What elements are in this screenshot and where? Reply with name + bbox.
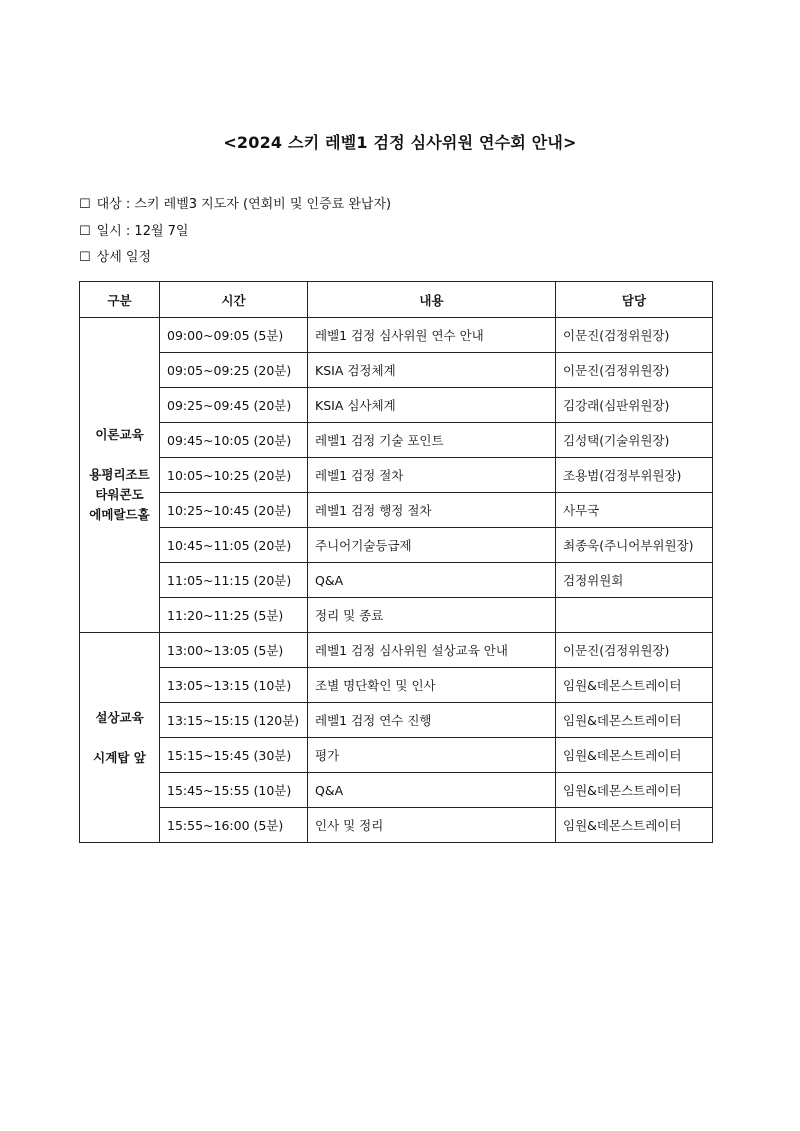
info-text: 일시 : 12월 7일: [96, 223, 189, 239]
info-target: [79, 195, 391, 222]
time-cell: 09:25~09:45 (20분): [160, 388, 308, 423]
time-cell: 15:15~15:45 (30분): [160, 738, 308, 773]
table-row: [80, 633, 713, 668]
table-row: [80, 738, 713, 773]
table-row: [80, 668, 713, 703]
header-content: 내용: [308, 282, 556, 318]
page-title: <2024 스키 레벨1 검정 심사위원 연수회 안내>: [223, 133, 577, 152]
content-cell: 레벨1 검정 행정 절차: [308, 493, 556, 528]
category-cell-snow: [80, 633, 160, 843]
time-cell: 10:05~10:25 (20분): [160, 458, 308, 493]
owner-cell: 이문진(검정위원장): [556, 318, 713, 353]
table-row: [80, 528, 713, 563]
table-row: [80, 353, 713, 388]
content-cell: KSIA 심사체계: [308, 388, 556, 423]
info-schedule: [79, 248, 391, 275]
owner-cell: [556, 598, 713, 633]
table-row: [80, 458, 713, 493]
location-line: 용평리조트: [89, 467, 150, 482]
time-cell: 11:20~11:25 (5분): [160, 598, 308, 633]
schedule-table: [79, 281, 713, 843]
info-text: 상세 일정: [96, 250, 152, 265]
time-cell: 15:45~15:55 (10분): [160, 773, 308, 808]
time-cell: 13:00~13:05 (5분): [160, 633, 308, 668]
content-cell: 레벨1 검정 심사위원 설상교육 안내: [308, 633, 556, 668]
time-cell: 09:00~09:05 (5분): [160, 318, 308, 353]
content-cell: 레벨1 검정 심사위원 연수 안내: [308, 318, 556, 353]
owner-cell: 조용범(검정부위원장): [556, 458, 713, 493]
content-cell: 레벨1 검정 절차: [308, 458, 556, 493]
checkbox-icon: ☐: [79, 223, 91, 239]
owner-cell: 임원&데몬스트레이터: [556, 703, 713, 738]
info-text: 대상 : 스키 레벨3 지도자 (연회비 및 인증료 완납자): [96, 197, 392, 212]
content-cell: Q&A: [308, 563, 556, 598]
table-row: [80, 598, 713, 633]
owner-cell: 임원&데몬스트레이터: [556, 773, 713, 808]
header-time: 시간: [160, 282, 308, 318]
time-cell: 09:05~09:25 (20분): [160, 353, 308, 388]
table-row: [80, 423, 713, 458]
checkbox-icon: ☐: [79, 250, 91, 265]
owner-cell: 검정위원회: [556, 563, 713, 598]
location-line: 타워콘도: [95, 487, 144, 502]
time-cell: 10:25~10:45 (20분): [160, 493, 308, 528]
time-cell: 11:05~11:15 (20분): [160, 563, 308, 598]
info-list: [79, 195, 391, 275]
owner-cell: 사무국: [556, 493, 713, 528]
table-row: [80, 773, 713, 808]
content-cell: 레벨1 검정 연수 진행: [308, 703, 556, 738]
location-line: 시계탑 앞: [93, 749, 146, 765]
content-cell: 레벨1 검정 기술 포인트: [308, 423, 556, 458]
owner-cell: 임원&데몬스트레이터: [556, 738, 713, 773]
table-row: [80, 318, 713, 353]
owner-cell: 임원&데몬스트레이터: [556, 668, 713, 703]
owner-cell: 김강래(심판위원장): [556, 388, 713, 423]
table-row: [80, 388, 713, 423]
category-cell-theory: [80, 318, 160, 633]
owner-cell: 최종욱(주니어부위원장): [556, 528, 713, 563]
content-cell: 인사 및 정리: [308, 808, 556, 843]
owner-cell: 이문진(검정위원장): [556, 353, 713, 388]
table-row: [80, 563, 713, 598]
owner-cell: 이문진(검정위원장): [556, 633, 713, 668]
table-row: [80, 808, 713, 843]
time-cell: 13:15~15:15 (120분): [160, 703, 308, 738]
time-cell: 13:05~13:15 (10분): [160, 668, 308, 703]
content-cell: Q&A: [308, 773, 556, 808]
content-cell: KSIA 검정체계: [308, 353, 556, 388]
info-date: [79, 222, 391, 249]
table-header-row: [80, 282, 713, 318]
checkbox-icon: ☐: [79, 197, 91, 212]
content-cell: 정리 및 종료: [308, 598, 556, 633]
time-cell: 09:45~10:05 (20분): [160, 423, 308, 458]
category-label: 이론교육: [95, 427, 144, 442]
content-cell: 평가: [308, 738, 556, 773]
content-cell: 조별 명단확인 및 인사: [308, 668, 556, 703]
location-line: 에메랄드홀: [89, 507, 150, 522]
content-cell: 주니어기술등급제: [308, 528, 556, 563]
table-row: [80, 493, 713, 528]
header-owner: 담당: [556, 282, 713, 318]
header-category: 구분: [80, 282, 160, 318]
category-label: 설상교육: [95, 709, 144, 725]
time-cell: 15:55~16:00 (5분): [160, 808, 308, 843]
owner-cell: 김성택(기술위원장): [556, 423, 713, 458]
time-cell: 10:45~11:05 (20분): [160, 528, 308, 563]
table-row: [80, 703, 713, 738]
owner-cell: 임원&데몬스트레이터: [556, 808, 713, 843]
